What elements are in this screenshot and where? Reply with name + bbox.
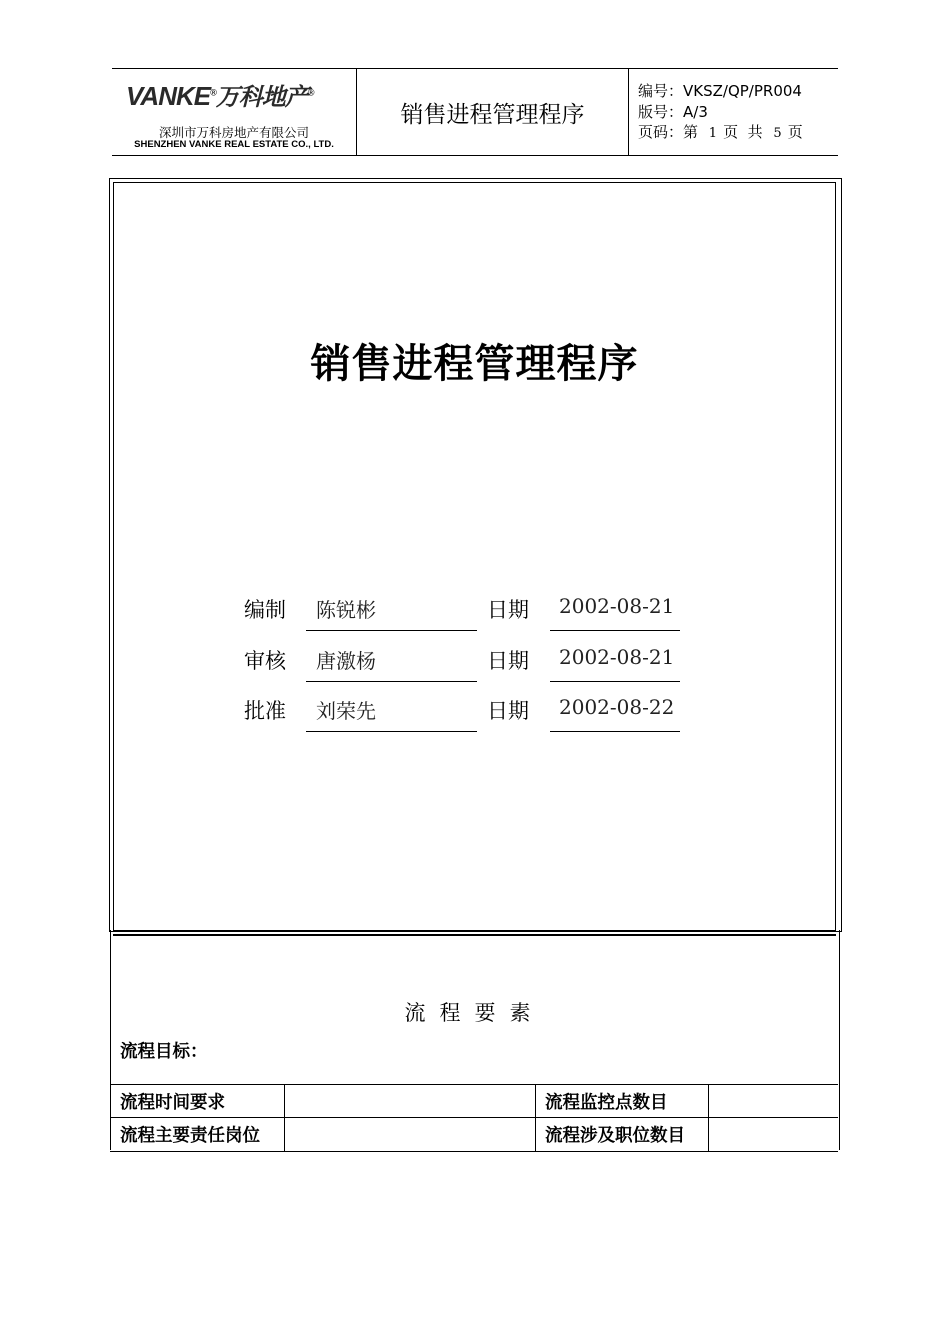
sig-date-prepared: 2002-08-21 [559,594,675,618]
document-meta [638,81,838,145]
sig-name-line [306,681,477,682]
document-title: 销售进程管理程序 [310,341,639,387]
sig-date-approved: 2002-08-22 [559,695,675,719]
sig-date-line [550,731,680,732]
company-name-cn: 深圳市万科房地产有限公司 [158,125,309,140]
process-elements-table [110,1084,838,1152]
table-row-divider [110,1117,838,1118]
sig-date-label: 日期 [487,649,529,673]
header-title: 销售进程管理程序 [400,101,585,128]
sig-role-reviewed: 审核 [244,649,286,673]
page-mid: 页 共 [723,123,763,141]
sig-name-line [306,630,477,631]
cell-time-requirement-label: 流程时间要求 [120,1093,225,1113]
company-logo-block [112,69,356,155]
cell-positions-count-label: 流程涉及职位数目 [545,1126,685,1146]
registered-mark: ® [210,87,216,98]
section-separator [113,930,836,931]
sig-date-line [550,681,680,682]
sig-role-prepared: 编制 [244,598,286,622]
table-col-divider [284,1085,285,1151]
cell-control-points-label: 流程监控点数目 [545,1093,668,1113]
sig-date-label: 日期 [487,598,529,622]
sig-name-prepared: 陈锐彬 [316,598,376,622]
document-header [112,68,838,156]
process-goal-label: 流程目标： [120,1042,208,1062]
vanke-logo [126,77,313,112]
registered-mark-2: ® [307,87,314,98]
company-name-en: SHENZHEN VANKE REAL ESTATE CO., LTD. [134,139,334,150]
sig-name-approved: 刘荣先 [316,699,376,723]
elements-title: 流程要素 [404,1001,545,1025]
section-separator-thick [113,934,836,936]
page-number: 1 [708,126,718,141]
page-info [638,122,838,145]
document-version: 版号：A/3 [638,102,708,121]
sig-name-reviewed: 唐激杨 [316,649,376,673]
logo-cn: 万科地产 [215,84,308,111]
page-suffix: 页 [787,123,803,141]
cell-responsible-post-label: 流程主要责任岗位 [120,1126,260,1146]
sig-date-reviewed: 2002-08-21 [559,645,675,669]
sig-role-approved: 批准 [244,699,286,723]
table-col-divider [708,1085,709,1151]
sig-date-label: 日期 [487,699,529,723]
sig-date-line [550,630,680,631]
sig-name-line [306,731,477,732]
header-divider [628,69,629,155]
table-col-divider [535,1085,536,1151]
cover-frame-inner [113,182,836,931]
document-code: 编号：VKSZ/QP/PR004 [638,82,802,100]
page-prefix: 页码：第 [638,123,699,141]
page-total: 5 [773,126,782,141]
logo-wordmark: VANKE [126,81,211,111]
